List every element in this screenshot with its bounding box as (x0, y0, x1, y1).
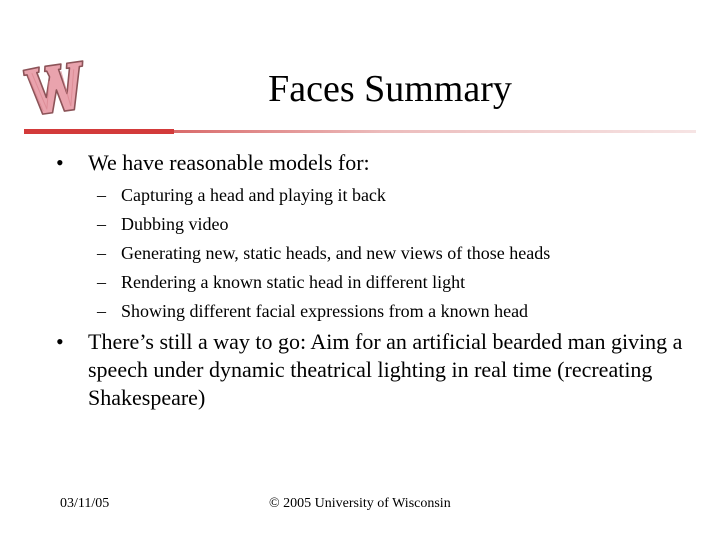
sub-bullet-list (97, 181, 657, 326)
university-w-logo (20, 52, 92, 122)
sub-bullet-text: Capturing a head and playing it back (121, 185, 386, 205)
bullet-text: We have reasonable models for: (88, 150, 370, 175)
sub-bullet-item (97, 268, 657, 297)
sub-bullet-text: Dubbing video (121, 214, 229, 234)
footer-date: 03/11/05 (60, 496, 110, 511)
sub-bullet-item (97, 239, 657, 268)
bullet-symbol: • (56, 329, 64, 354)
sub-bullet-item (97, 181, 657, 210)
sub-bullet-text: Rendering a known static head in different light (121, 272, 466, 292)
dash-symbol: – (97, 185, 106, 205)
dash-symbol: – (97, 301, 106, 321)
bullet-text: There’s still a way to go: Aim for an artificial bearded man giving a speech under dynamic theatrical lighting in real time (recreating Shakespeare) (88, 329, 683, 410)
title-underline (24, 129, 696, 134)
dash-symbol: – (97, 243, 106, 263)
sub-bullet-item (97, 297, 657, 326)
dash-symbol: – (97, 272, 106, 292)
slide-title: Faces Summary (268, 68, 512, 110)
dash-symbol: – (97, 214, 106, 234)
bullet-symbol: • (56, 150, 64, 175)
sub-bullet-text: Generating new, static heads, and new views of those heads (121, 243, 551, 263)
footer-copyright: © 2005 University of Wisconsin (269, 496, 451, 511)
sub-bullet-item (97, 210, 657, 239)
sub-bullet-text: Showing different facial expressions from a known head (121, 301, 529, 321)
